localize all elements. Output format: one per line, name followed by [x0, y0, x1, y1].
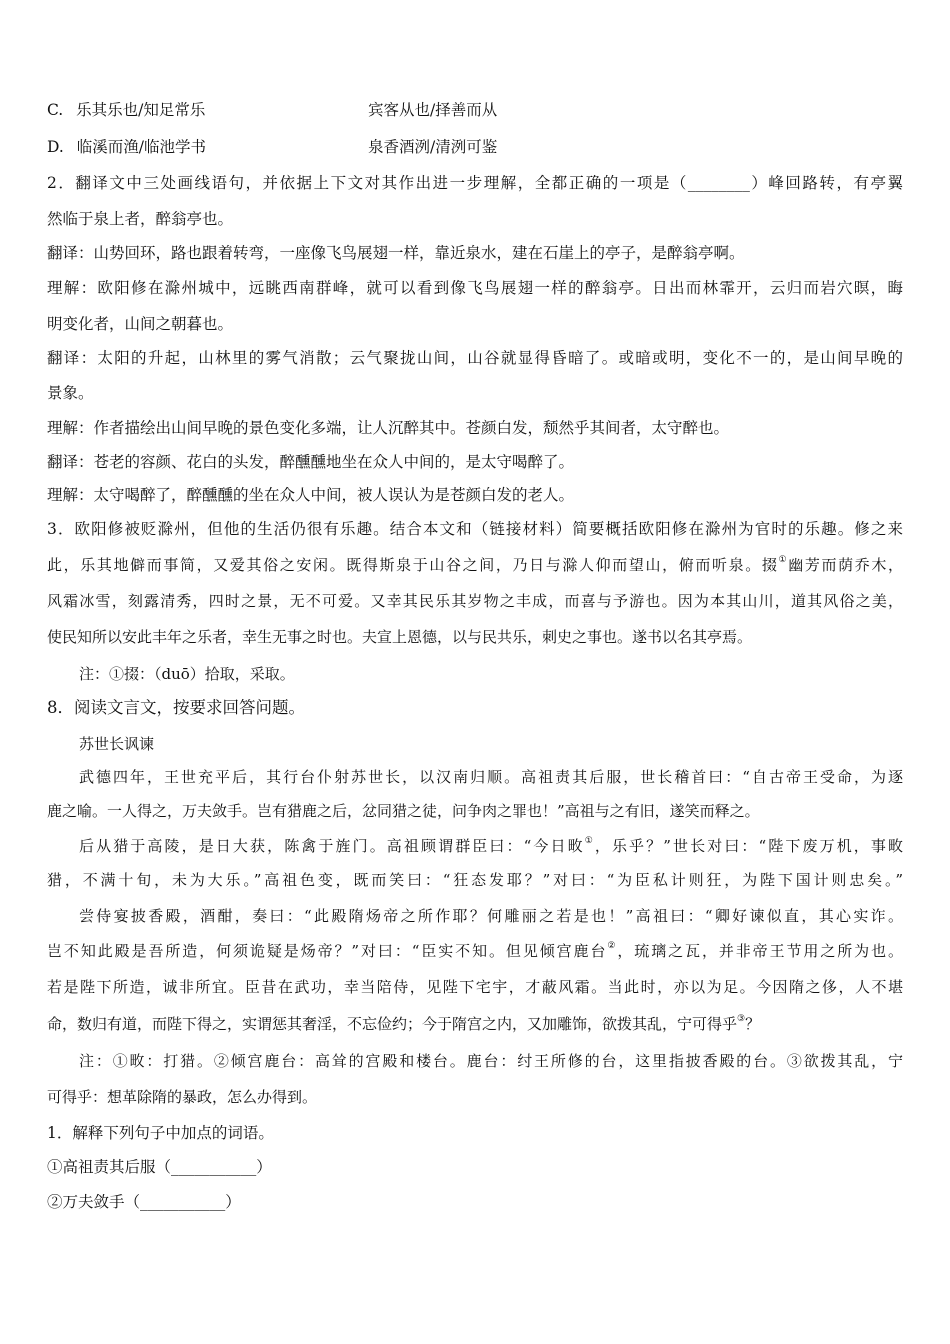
passage-line: 若是陛下所造，诚非所宜。臣昔在武功，幸当陪侍，见陛下宅宇，才蔽风霜。当此时，亦以为足。今因隋之侈，人不堪: [47, 978, 903, 996]
footnote: 注：①掇：（duō）拾取，采取。: [79, 665, 295, 683]
passage-line: [47, 941, 903, 961]
understanding-1: 理解：欧阳修在滁州城中，远眺西南群峰，就可以看到像飞鸟展翅一样的醉翁亭。日出而林霏开，云归而岩穴暝，晦: [47, 279, 903, 297]
option-text: 乐其乐也/知足常乐: [76, 101, 206, 119]
passage-line: 武德四年，王世充平后，其行台仆射苏世长，以汉南归顺。高祖责其后服，世长稽首曰：“自古帝王受命，为逐: [79, 768, 903, 786]
option-text: 宾客从也/择善而从: [368, 101, 498, 119]
footnote: 注：①畋：打猎。②倾宫鹿台：高耸的宫殿和楼台。鹿台：纣王所修的台，这里指披香殿的台。③欲拨其乱，宁: [79, 1052, 903, 1070]
understanding-1-cont: 明变化者，山间之朝暮也。: [47, 315, 234, 333]
footnote-mark: ③: [737, 1014, 746, 1024]
option-label: C.: [47, 101, 64, 119]
question-3: 3．欧阳修被贬滁州，但他的生活仍很有乐趣。结合本文和（链接材料）简要概括欧阳修在滁州为官时的乐趣。修之来: [47, 520, 903, 538]
translation-3: 翻译：苍老的容颜、花白的头发，醉醺醺地坐在众人中间的，是太守喝醉了。: [47, 453, 575, 471]
link-material-line: 使民知所以安此丰年之乐者，幸生无事之时也。夫宣上恩德，以与民共乐，刺史之事也。遂书以名其亭焉。: [47, 628, 753, 646]
answer-blank-1[interactable]: ①高祖责其后服（___________）: [47, 1158, 272, 1176]
passage-line: 尝侍宴披香殿，酒酣，奏曰：“此殿隋炀帝之所作耶？何雕丽之若是也！”高祖曰：“卿好谏似直，其心实诈。: [79, 907, 903, 925]
passage-line: 猎，不满十旬，未为大乐。”高祖色变，既而笑曰：“狂态发耶？”对曰：“为臣私计则狂，为陛下国计则忠矣。”: [47, 871, 903, 889]
text: 命，数归有道，而陛下得之，实谓惩其奢淫，不忘俭约；今于隋宫之内，又加雕饰，欲拨其乱，宁可得乎: [47, 1015, 738, 1033]
text: 幽芳而荫乔木，: [788, 556, 903, 574]
sub-question-1: 1．解释下列句子中加点的词语。: [47, 1124, 274, 1142]
translation-2-cont: 景象。: [47, 384, 94, 402]
understanding-3: 理解：太守喝醉了，醉醺醺的坐在众人中间，被人误认为是苍颜白发的老人。: [47, 486, 575, 504]
question-2: 2．翻译文中三处画线语句，并依据上下文对其作出进一步理解，全都正确的一项是（________）峰回路转，有亭翼: [47, 174, 903, 192]
option-text: 临溪而渔/临池学书: [76, 138, 206, 156]
text: 此，乐其地僻而事简，又爱其俗之安闲。既得斯泉于山谷之间，乃日与滁人仰而望山，俯而听泉。掇: [47, 556, 779, 574]
text: ？: [745, 1015, 761, 1033]
passage-title: 苏世长讽谏: [79, 735, 155, 753]
text: 岂不知此殿是吾所造，何须诡疑是炀帝？”对曰：“臣实不知。但见倾宫鹿台: [47, 942, 608, 960]
footnote-mark: ②: [607, 941, 618, 951]
text: ，乐乎？”世长对曰：“陛下废万机，事畋: [594, 837, 903, 855]
answer-blank-2[interactable]: ②万夫敛手（___________）: [47, 1193, 241, 1211]
footnote-mark: ①: [778, 555, 789, 565]
footnote-cont: 可得乎：想革除隋的暴政，怎么办得到。: [47, 1088, 318, 1106]
passage-line: [47, 1014, 903, 1034]
option-d: [47, 137, 903, 157]
link-material-line: 风霜冰雪，刻露清秀，四时之景，无不可爱。又幸其民乐其岁物之丰成，而喜与予游也。因为本其山川，道其风俗之美，: [47, 592, 903, 610]
option-label: D.: [47, 138, 64, 156]
question-2-cont: 然临于泉上者，醉翁亭也。: [47, 210, 234, 228]
option-c: [47, 100, 903, 120]
understanding-2: 理解：作者描绘出山间早晚的景色变化多端，让人沉醉其中。苍颜白发，颓然乎其间者，太守醉也。: [47, 419, 730, 437]
text: 后从猎于高陵，是日大获，陈禽于旌门。高祖顾谓群臣曰：“今日畋: [79, 837, 585, 855]
link-material-line: [47, 555, 903, 575]
translation-2: 翻译：太阳的升起，山林里的雾气消散；云气聚拢山间，山谷就显得昏暗了。或暗或明，变化不一的，是山间早晚的: [47, 349, 903, 367]
passage-line: 鹿之喻。一人得之，万夫敛手。岂有猎鹿之后，忿同猎之徒，问争肉之罪也！”高祖与之有旧，遂笑而释之。: [47, 802, 760, 820]
text: ，琉璃之瓦，并非帝王节用之所为也。: [617, 942, 903, 960]
translation-1: 翻译：山势回环，路也跟着转弯，一座像飞鸟展翅一样，靠近泉水，建在石崖上的亭子，是醉翁亭啊。: [47, 244, 745, 262]
passage-line: [79, 836, 903, 856]
option-text: 泉香酒洌/清洌可鉴: [368, 138, 498, 156]
footnote-mark: ①: [584, 836, 595, 846]
question-8-heading: 8．阅读文言文，按要求回答问题。: [47, 698, 305, 717]
